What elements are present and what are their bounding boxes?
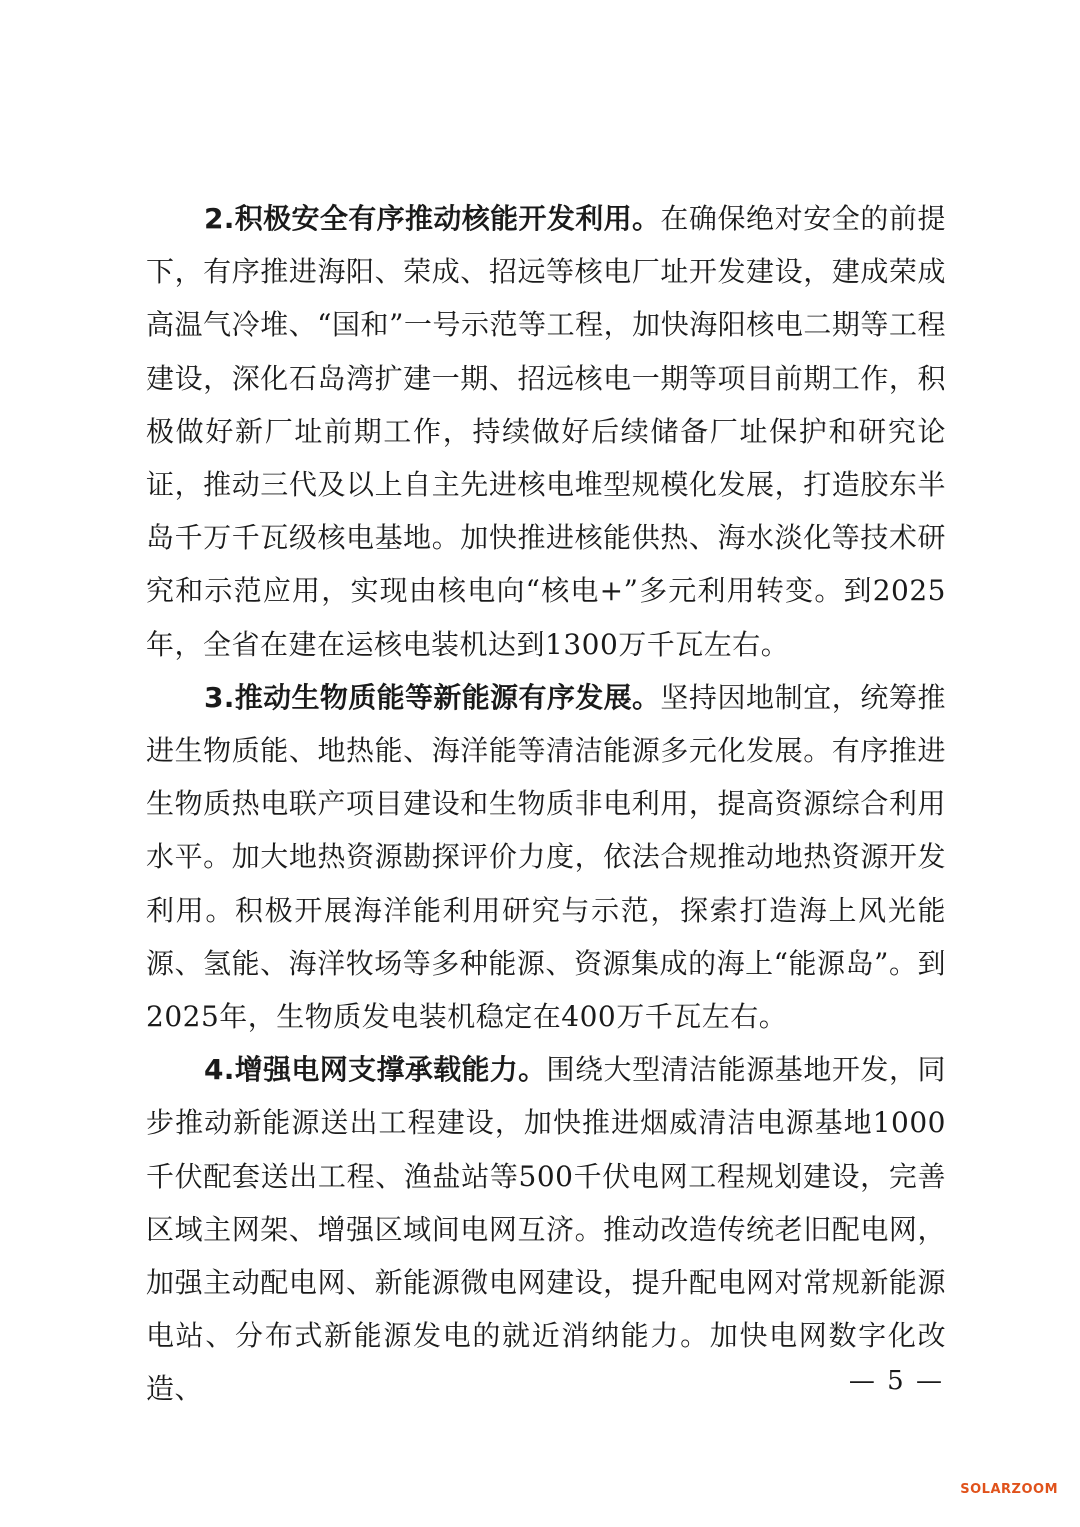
- paragraph-heading: 2.积极安全有序推动核能开发利用。: [204, 202, 661, 235]
- body-text: [146, 192, 946, 1416]
- paragraph-grid: [146, 1043, 946, 1415]
- page-number: — 5 —: [848, 1366, 944, 1396]
- paragraph-text: 在确保绝对安全的前提下，有序推进海阳、荣成、招远等核电厂址开发建设，建成荣成高温气冷堆、“国和”一号示范等工程，加快海阳核电二期等工程建设，深化石岛湾扩建一期、招远核电一期等项目前期工作，积极做好新厂址前期工作，持续做好后续储备厂址保护和研究论证，推动三代及以上自主先进核电堆型规模化发展，打造胶东半岛千万千瓦级核电基地。加快推进核能供热、海水淡化等技术研究和示范应用，实现由核电向“核电+”多元利用转变。到2025年，全省在建在运核电装机达到1300万千瓦左右。: [146, 202, 946, 661]
- paragraph-text: 围绕大型清洁能源基地开发，同步推动新能源送出工程建设，加快推进烟威清洁电源基地1000千伏配套送出工程、渔盐站等500千伏电网工程规划建设，完善区域主网架、增强区域间电网互济。推动改造传统老旧配电网，加强主动配电网、新能源微电网建设，提升配电网对常规新能源电站、分布式新能源发电的就近消纳能力。加快电网数字化改造、: [146, 1053, 946, 1406]
- watermark-logo: SOLARZOOM: [960, 1482, 1058, 1497]
- paragraph-nuclear: [146, 192, 946, 671]
- paragraph-heading: 4.增强电网支撑承载能力。: [204, 1053, 547, 1087]
- paragraph-biomass: [146, 671, 946, 1043]
- paragraph-text: 坚持因地制宜，统筹推进生物质能、地热能、海洋能等清洁能源多元化发展。有序推进生物质热电联产项目建设和生物质非电利用，提高资源综合利用水平。加大地热资源勘探评价力度，依法合规推动地热资源开发利用。积极开展海洋能利用研究与示范，探索打造海上风光能源、氢能、海洋牧场等多种能源、资源集成的海上“能源岛”。到2025年，生物质发电装机稳定在400万千瓦左右。: [146, 680, 946, 1034]
- paragraph-heading: 3.推动生物质能等新能源有序发展。: [204, 680, 661, 714]
